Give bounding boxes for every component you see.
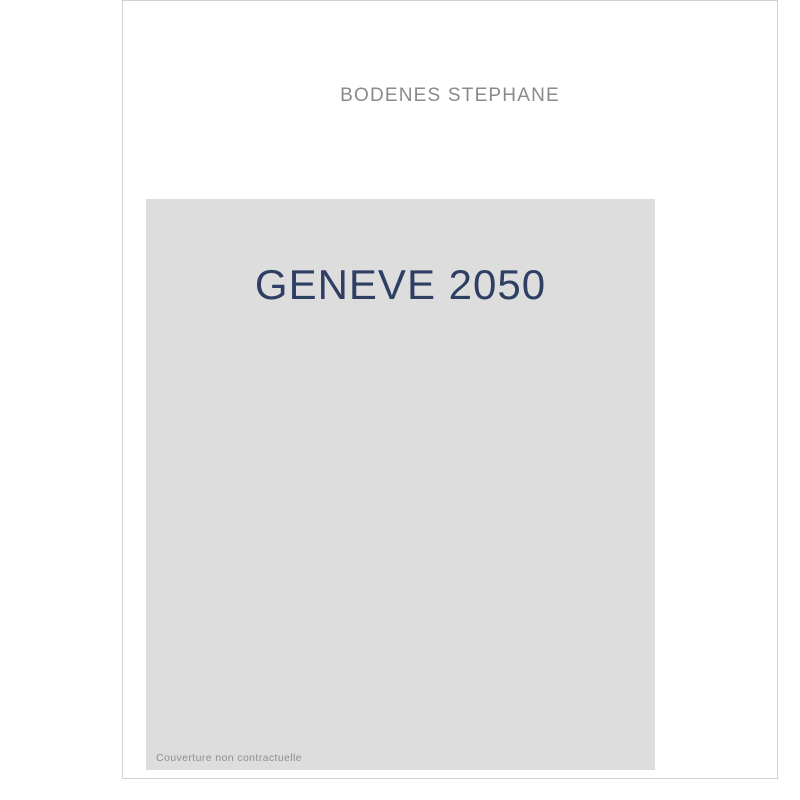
cover-author: BODENES STEPHANE <box>340 85 560 106</box>
cover-title: GENEVE 2050 <box>254 261 547 308</box>
cover-disclaimer-note: Couverture non contractuelle <box>156 752 303 764</box>
cover-artwork-placeholder <box>146 199 655 770</box>
book-cover <box>122 0 778 779</box>
